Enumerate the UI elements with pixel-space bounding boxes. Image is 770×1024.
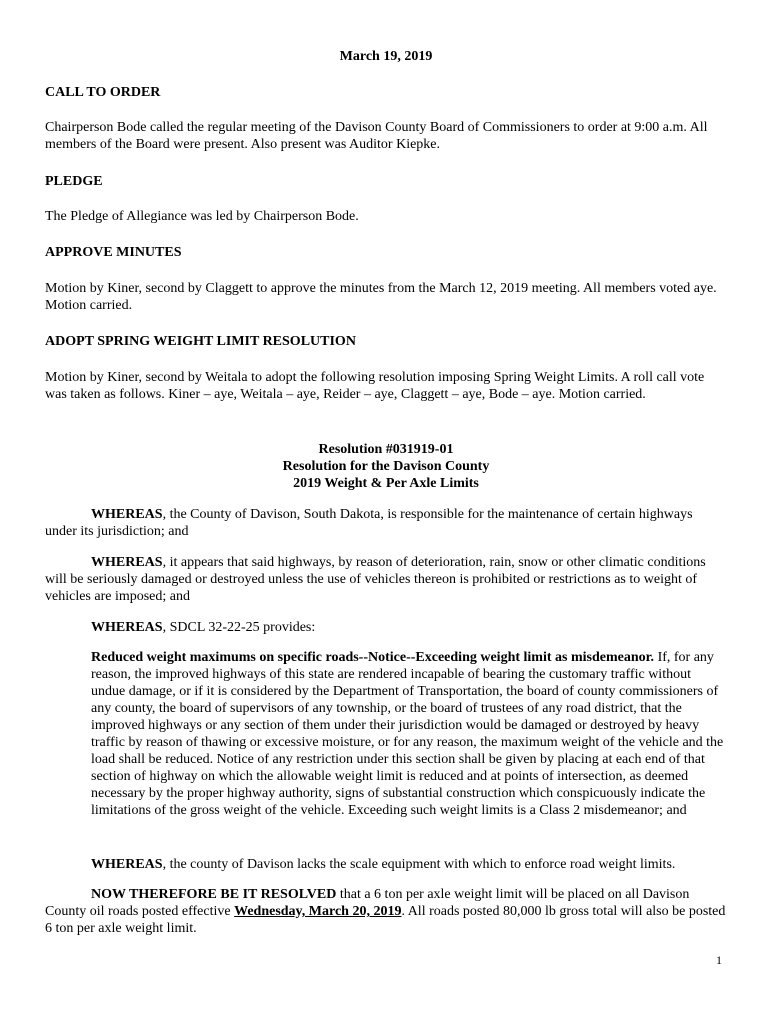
paragraph-approve-minutes: Motion by Kiner, second by Claggett to approve the minutes from the March 12, 2019 meeting. All members voted aye. Motion carried. bbox=[45, 281, 717, 313]
whereas-keyword: WHEREAS bbox=[91, 555, 163, 570]
whereas-text-2: , it appears that said highways, by reason of deterioration, rain, snow or other climatic conditions will be seriously damaged or destroyed unless the use of vehicles thereon is prohibited or restrictions as to weight of vehicles are imposed; and bbox=[45, 555, 706, 604]
resolution-title-line-3: 2019 Weight & Per Axle Limits bbox=[293, 476, 479, 491]
meeting-date: March 19, 2019 bbox=[339, 49, 433, 64]
whereas-clause-2 bbox=[45, 554, 727, 605]
whereas-clause-4 bbox=[45, 856, 727, 873]
effective-date: Wednesday, March 20, 2019 bbox=[234, 904, 402, 919]
paragraph-call-to-order: Chairperson Bode called the regular meeting of the Davison County Board of Commissioners to order at 9:00 a.m. All members of the Board were present. Also present was Auditor Kiepke. bbox=[45, 120, 708, 152]
resolved-clause bbox=[45, 886, 727, 937]
whereas-keyword: WHEREAS bbox=[91, 507, 163, 522]
whereas-keyword: WHEREAS bbox=[91, 857, 163, 872]
heading-call-to-order: CALL TO ORDER bbox=[45, 85, 161, 100]
page-number: 1 bbox=[716, 953, 722, 967]
whereas-clause-3 bbox=[45, 619, 727, 636]
whereas-text-3: , SDCL 32-22-25 provides: bbox=[162, 620, 316, 635]
resolved-text-1: that a 6 ton per axle weight limit will be placed on all Davison County oil roads posted effective bbox=[45, 887, 690, 919]
whereas-text-4: , the county of Davison lacks the scale equipment with which to enforce road weight limits. bbox=[162, 857, 676, 872]
sdcl-quoted-statute bbox=[91, 649, 727, 819]
resolution-title bbox=[45, 441, 727, 492]
statute-title: Reduced weight maximums on specific roads--Notice--Exceeding weight limit as misdemeanor. bbox=[91, 650, 655, 665]
heading-spring-weight-limit: ADOPT SPRING WEIGHT LIMIT RESOLUTION bbox=[45, 334, 356, 349]
heading-approve-minutes: APPROVE MINUTES bbox=[45, 245, 182, 260]
resolved-text-2: . All roads posted 80,000 lb gross total will also be posted 6 ton per axle weight limit. bbox=[45, 904, 726, 936]
resolution-number: Resolution #031919-01 bbox=[318, 442, 454, 457]
paragraph-pledge: The Pledge of Allegiance was led by Chairperson Bode. bbox=[45, 209, 359, 224]
statute-text: If, for any reason, the improved highways of this state are rendered incapable of bearing the customary traffic without undue damage, or if it is considered by the Department of Transportation, the board of county commissioners of any county, the board of supervisors of any township, or the board of trustees of any road district, that the improved highways or any section of them under their jurisdiction would be damaged or destroyed by heavy traffic by reason of thawing or excessive moisture, or for any reason, the maximum weight of the vehicle and the load shall be reduced. Notice of any restriction under this section shall be given by placing at each end of that section of highway on which the allowable weight limit is reduced and at points of intersection, as deemed necessary by the proper highway authority, signs of substantial construction which conspicuously indicate the limitations of the gross weight of the vehicle. Exceeding such weight limits is a Class 2 misdemeanor; and bbox=[91, 650, 724, 818]
whereas-keyword: WHEREAS bbox=[91, 620, 163, 635]
resolved-keyword: NOW THEREFORE BE IT RESOLVED bbox=[91, 887, 337, 902]
resolution-title-line-2: Resolution for the Davison County bbox=[282, 459, 490, 474]
whereas-clause-1 bbox=[45, 506, 727, 540]
heading-pledge: PLEDGE bbox=[45, 174, 103, 189]
paragraph-spring-weight-limit: Motion by Kiner, second by Weitala to adopt the following resolution imposing Spring Weight Limits. A roll call vote was taken as follows. Kiner – aye, Weitala – aye, Reider – aye, Claggett – aye, Bode – aye. Motion carried. bbox=[45, 370, 705, 402]
whereas-text-1: , the County of Davison, South Dakota, is responsible for the maintenance of certain highways under its jurisdiction; and bbox=[45, 507, 693, 539]
